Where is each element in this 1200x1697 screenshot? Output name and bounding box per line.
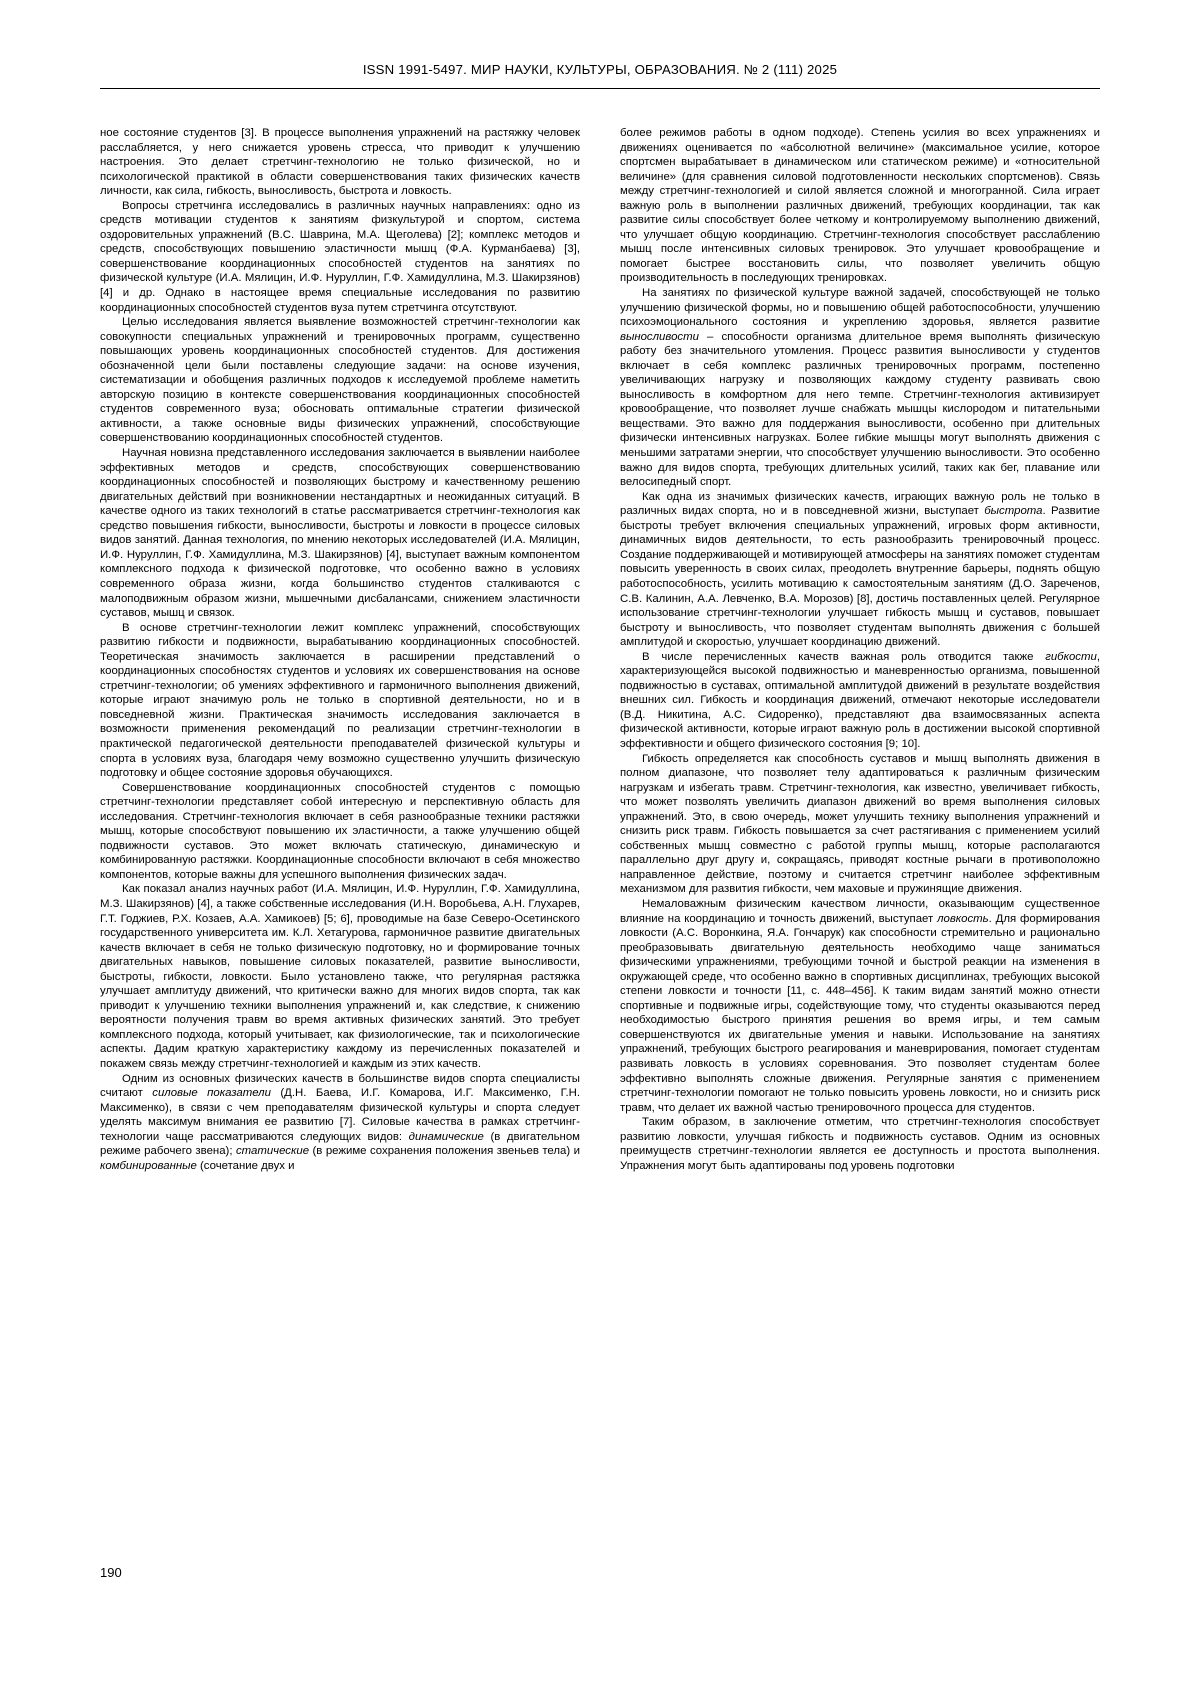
paragraph: Как одна из значимых физических качеств, играющих важную роль не только в различных видах спорта, но и в повседневной жизни, выступает быстрота. Развитие быстроты требует включения специальных упражнений, игровых форм активности, динамичных видов деятельности, то есть разнообразить тренировочный процесс. Создание поддерживающей и мотивирующей атмосферы на занятиях поможет студентам повысить уверенность в своих силах, преодолеть внутренние барьеры, поднять общую работоспособность, усилить мотивацию к самостоятельным занятиям (Д.О. Зареченов, С.В. Калинин, А.А. Левченко, В.А. Морозов) [8], достичь поставленных целей. Регулярное использование стретчинг-технологии улучшает гибкость мышц и суставов, повышает быстроту и выносливость, что позволяет студентам выполнять движения с большей амплитудой и скоростью, улучшает координацию движений. bbox=[620, 490, 1100, 649]
running-header: ISSN 1991-5497. МИР НАУКИ, КУЛЬТУРЫ, ОБРАЗОВАНИЯ. № 2 (111) 2025 bbox=[362, 62, 838, 77]
paragraph: ное состояние студентов [3]. В процессе выполнения упражнений на растяжку человек расслабляется, у него снижается уровень стресса, что приводит к улучшению настроения. Это делает стретчинг-технологию не только физической, но и психологической практикой в области совершенствования таких физических качеств личности, как сила, гибкость, выносливость, быстрота и ловкость. bbox=[100, 127, 580, 198]
paragraph: Совершенствование координационных способностей студентов с помощью стретчинг-технологии представляет собой интересную и перспективную область для исследования. Стретчинг-технология включает в себя разнообразные техники растяжки мышц, которые способствуют повышению их эластичности, а также улучшению общей подвижности суставов. Это может включать статическую, динамическую и комбинированную растяжки. Координационные способности включают в себя множество компонентов, которые важны для успешного выполнения физических задач. bbox=[100, 781, 580, 881]
left-column bbox=[100, 126, 580, 1546]
paragraph: Гибкость определяется как способность суставов и мышц выполнять движения в полном диапазоне, что позволяет телу адаптироваться к различным физическим нагрузкам и избегать травм. Стретчинг-технология, как известно, увеличивает гибкость, что может позволять увеличить диапазон движений во время выполнения силовых упражнений. Это, в свою очередь, может улучшить технику выполнения упражнений и снизить риск травм. Гибкость повышается за счет растягивания с применением усилий собственных мышц совместно с работой группы мышц, которые располагаются параллельно друг другу и, сокращаясь, приводят костные рычаги в противоположно направленное действие, поэтому и считается стретчинг наиболее эффективным механизмом для развития гибкости, чем маховые и пружинящие движения. bbox=[620, 752, 1100, 896]
paragraph: Научная новизна представленного исследования заключается в выявлении наиболее эффективных методов и средств, способствующих совершенствованию координационных способностей и позволяющих быстрому и качественному решению двигательных действий при возникновении нестандартных и неожиданных ситуаций. В качестве одного из таких технологий в статье рассматривается стретчинг-технология как средство повышения гибкости, выносливости, быстроты и ловкости в процессе силовых видов занятий. Данная технология, по мнению некоторых исследователей (И.А. Мялицин, И.Ф. Нуруллин, Г.Ф. Хамидуллина, М.З. Шакирзянов) [4], выступает важным компонентом комплексного подхода к физической подготовке, что особенно важно в условиях современного образа жизни, когда большинство студентов сталкиваются с малоподвижным образом жизни, мышечными дисбалансами, снижением эластичности суставов, мышц и связок. bbox=[100, 447, 580, 620]
page-number: 190 bbox=[100, 1565, 122, 1580]
paragraph: Вопросы стретчинга исследовались в различных научных направлениях: одно из средств мотивации студентов к занятиям физкультурой и спортом, система оздоровительных упражнений (В.С. Шаврина, М.А. Щеголева) [2]; комплекс методов и средств, способствующих повышению эластичности мышц (Ф.А. Курманбаева) [3], совершенствование координационных способностей студентов на занятиях по физической культуре (И.А. Мялицин, И.Ф. Нуруллин, Г.Ф. Хамидуллина, М.З. Шакирзянов) [4] и др. Однако в настоящее время специальные исследования по развитию координационных способностей студентов вуза путем стретчинга отсутствуют. bbox=[100, 199, 580, 314]
paragraph: В числе перечисленных качеств важная роль отводится также гибкости, характеризующейся высокой подвижностью и маневренностью организма, повышенной подвижностью в суставах, оптимальной амплитудой движений в результате воздействия внешних сил. Гибкость и координация движений, отмечают некоторые исследователи (В.Д. Никитина, А.С. Сидоренко), представляют два взаимосвязанных аспекта физической активности, которые играют важную роль в достижении высокой спортивной эффективности и общего физического состояния [9; 10]. bbox=[620, 650, 1100, 750]
paragraph: Как показал анализ научных работ (И.А. Мялицин, И.Ф. Нуруллин, Г.Ф. Хамидуллина, М.З. Шакирзянов) [4], а также собственные исследования (И.Н. Воробьева, А.Н. Глухарев, Г.Т. Годжиев, Р.Х. Козаев, А.А. Хамикоев) [5; 6], проводимые на базе Северо-Осетинского государственного университета им. К.Л. Хетагурова, гармоничное развитие двигательных качеств включает в себя не только физическую подготовку, но и формирование точных двигательных навыков, повышение силовых показателей, развитие выносливости, быстроты, гибкости, ловкости. Было установлено также, что регулярная растяжка улучшает амплитуду движений, что критически важно для многих видов спорта, так как приводит к улучшению техники выполнения упражнений и, как следствие, к снижению вероятности получения травм во время активных физических занятий. Это требует комплексного подхода, который учитывает, как физиологические, так и психологические аспекты. Дадим краткую характеристику каждому из перечисленных показателей и покажем связь между стретчинг-технологией и каждым из этих качеств. bbox=[100, 883, 580, 1070]
paragraph: В основе стретчинг-технологии лежит комплекс упражнений, способствующих развитию гибкости и подвижности, вырабатыванию координационных способностей. Теоретическая значимость заключается в расширении представлений о координационных способностях студентов и условиях их совершенствования на основе стретчинг-технологии; об умениях эффективного и гармоничного выполнения движений, которые играют значимую роль не только в спортивной деятельности, но и в повседневной жизни. Практическая значимость исследования заключается в возможности применения рекомендаций по реализации стретчинг-технологии в практической педагогической деятельности преподавателей физической культуры и спорта в условиях вуза, благодаря чему возможно существенно улучшить физическую подготовку и общее состояние здоровья обучающихся. bbox=[100, 621, 580, 780]
paragraph: Одним из основных физических качеств в большинстве видов спорта специалисты считают силовые показатели (Д.Н. Баева, И.Г. Комарова, И.Г. Максименко, Г.Н. Максименко), в связи с чем преподавателям физической культуры и спорта следует уделять максимум внимания ее развитию [7]. Силовые качества в рамках стретчинг-технологии чаще рассматриваются следующих видов: динамические (в двигательном режиме рабочего звена); статические (в режиме сохранения положения звеньев тела) и комбинированные (сочетание двух и bbox=[100, 1072, 580, 1172]
right-column bbox=[620, 126, 1100, 1546]
paragraph: более режимов работы в одном подходе). Степень усилия во всех упражнениях и движениях оценивается по «абсолютной величине» (максимальное усилие, которое спортсмен вырабатывает в динамическом или статическом режиме) и «относительной величине» (для сравнения силовой подготовленности нескольких спортсменов). Связь между стретчинг-технологией и силой является сложной и многогранной. Сила играет важную роль в выполнении различных движений, требующих координации, так как развитие силы способствует более четкому и контролируемому выполнению движений, что улучшает общую координацию. Стретчинг-технология способствует расслаблению мышц после интенсивных силовых тренировок. Это улучшает кровообращение и помогает быстрее восстановить силы, что позволяет увеличить общую производительность в последующих тренировках. bbox=[620, 127, 1100, 285]
paragraph: Таким образом, в заключение отметим, что стретчинг-технология способствует развитию ловкости, улучшая гибкость и подвижность суставов. Одним из основных преимуществ стретчинг-технологии является ее доступность и простота выполнения. Упражнения могут быть адаптированы под уровень подготовки bbox=[620, 1116, 1100, 1172]
header-divider bbox=[100, 88, 1100, 89]
paragraph: Немаловажным физическим качеством личности, оказывающим существенное влияние на координацию и точность движений, выступает ловкость. Для формирования ловкости (А.С. Воронкина, Я.А. Гончарук) как способности стремительно и рационально преобразовывать двигательную деятельность необходимо чаще заниматься физическими упражнениями, требующими точной и быстрой реакции на изменения в окружающей среде, что особенно важно в спортивных дисциплинах, требующих высокой степени ловкости и точности [11, с. 448–456]. К таким видам занятий можно отнести спортивные и подвижные игры, содействующие тому, что студенты оказываются перед необходимостью быстрого принятия решения во время игры, и тем самым совершенствуются их двигательные умения и навыки. Использование на занятиях упражнений, требующих быстрого реагирования и маневрирования, помогает студентам развивать ловкость в условиях соревнования. Это позволяет студентам более эффективно выполнять сложные движения. Регулярные занятия с применением стретчинг-технологии помогают не только повысить уровень ловкости, но и снизить риск травм, что делает их важной частью тренировочного процесса для студентов. bbox=[620, 897, 1100, 1114]
paragraph: На занятиях по физической культуре важной задачей, способствующей не только улучшению физической формы, но и повышению общей работоспособности, улучшению психоэмоционального состояния и укреплению здоровья, является развитие выносливости – способности организма длительное время выполнять физическую работу без значительного утомления. Процесс развития выносливости у студентов включает в себя комплекс различных тренировочных программ, постепенно увеличивающих нагрузку и позволяющих каждому студенту развивать свою выносливость в комфортном для него темпе. Стретчинг-технология активизирует кровообращение, что позволяет лучше снабжать мышцы кислородом и питательными веществами. Это важно для поддержания выносливости, особенно при длительных физически интенсивных нагрузках. Более гибкие мышцы могут выполнять движения с меньшими затратами энергии, что способствует улучшению выносливости. Это особенно важно для видов спорта, требующих длительных усилий, таких как бег, плавание или велосипедный спорт. bbox=[620, 287, 1100, 489]
two-column-body bbox=[100, 126, 1100, 1546]
paragraph: Целью исследования является выявление возможностей стретчинг-технологии как совокупности специальных упражнений и тренировочных программ, существенно повышающих уровень координационных способностей студентов. Для достижения обозначенной цели были поставлены следующие задачи: на основе изучения, систематизации и обобщения различных подходов к исследуемой проблеме наметить авторскую позицию в контексте совершенствования координационных способностей студентов современного вуза; обосновать оптимальные стратегии физической активности, а также основные виды физических упражнений, способствующие совершенствованию координационных способностей студентов. bbox=[100, 316, 580, 445]
